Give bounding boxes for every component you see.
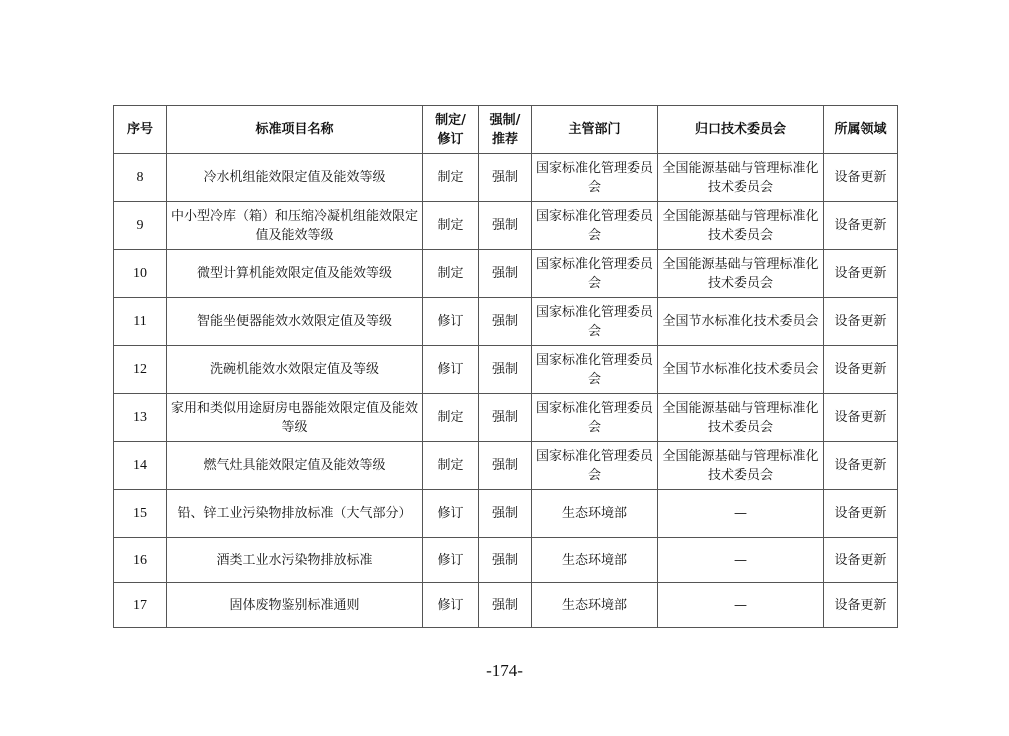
cell-nature: 强制 [479, 298, 532, 346]
header-row [114, 106, 898, 154]
header-type-line2: 修订 [437, 131, 464, 147]
table-row [114, 490, 898, 538]
cell-nature: 强制 [479, 394, 532, 442]
header-type [423, 106, 479, 154]
cell-type: 制定 [423, 154, 479, 202]
cell-no: 17 [114, 583, 167, 628]
cell-nature: 强制 [479, 490, 532, 538]
cell-no: 12 [114, 346, 167, 394]
cell-field: 设备更新 [824, 154, 898, 202]
header-committee: 归口技术委员会 [658, 106, 824, 154]
cell-dept: 国家标准化管理委员会 [532, 442, 658, 490]
cell-field: 设备更新 [824, 394, 898, 442]
cell-committee: 全国能源基础与管理标准化技术委员会 [658, 250, 824, 298]
cell-committee: — [658, 538, 824, 583]
table-row [114, 346, 898, 394]
cell-committee: 全国节水标准化技术委员会 [658, 346, 824, 394]
table-row [114, 202, 898, 250]
header-nature [479, 106, 532, 154]
cell-committee: 全国节水标准化技术委员会 [658, 298, 824, 346]
cell-no: 13 [114, 394, 167, 442]
cell-name: 固体废物鉴别标准通则 [167, 583, 423, 628]
cell-name: 智能坐便器能效水效限定值及等级 [167, 298, 423, 346]
cell-committee: — [658, 583, 824, 628]
cell-committee: 全国能源基础与管理标准化技术委员会 [658, 394, 824, 442]
cell-name: 洗碗机能效水效限定值及等级 [167, 346, 423, 394]
table-row [114, 538, 898, 583]
header-name: 标准项目名称 [167, 106, 423, 154]
cell-field: 设备更新 [824, 583, 898, 628]
cell-type: 制定 [423, 394, 479, 442]
cell-field: 设备更新 [824, 250, 898, 298]
standards-table [113, 105, 898, 628]
cell-dept: 生态环境部 [532, 538, 658, 583]
cell-type: 修订 [423, 538, 479, 583]
table-row [114, 394, 898, 442]
cell-field: 设备更新 [824, 442, 898, 490]
cell-name: 铅、锌工业污染物排放标准（大气部分） [167, 490, 423, 538]
header-type-line1: 制定/ [435, 112, 466, 128]
cell-name: 中小型冷库（箱）和压缩冷凝机组能效限定值及能效等级 [167, 202, 423, 250]
cell-dept: 国家标准化管理委员会 [532, 250, 658, 298]
cell-no: 10 [114, 250, 167, 298]
cell-type: 制定 [423, 442, 479, 490]
cell-nature: 强制 [479, 154, 532, 202]
cell-name: 冷水机组能效限定值及能效等级 [167, 154, 423, 202]
cell-dept: 国家标准化管理委员会 [532, 202, 658, 250]
page-number: -174- [486, 661, 523, 680]
cell-no: 14 [114, 442, 167, 490]
cell-dept: 生态环境部 [532, 490, 658, 538]
cell-no: 16 [114, 538, 167, 583]
cell-field: 设备更新 [824, 346, 898, 394]
cell-nature: 强制 [479, 442, 532, 490]
header-nature-line2: 推荐 [491, 131, 518, 147]
cell-type: 修订 [423, 346, 479, 394]
table-row [114, 583, 898, 628]
cell-no: 15 [114, 490, 167, 538]
cell-nature: 强制 [479, 538, 532, 583]
table-row [114, 298, 898, 346]
cell-name: 燃气灶具能效限定值及能效等级 [167, 442, 423, 490]
cell-name: 微型计算机能效限定值及能效等级 [167, 250, 423, 298]
cell-dept: 生态环境部 [532, 583, 658, 628]
cell-dept: 国家标准化管理委员会 [532, 298, 658, 346]
cell-committee: 全国能源基础与管理标准化技术委员会 [658, 202, 824, 250]
cell-field: 设备更新 [824, 298, 898, 346]
cell-field: 设备更新 [824, 538, 898, 583]
header-nature-line1: 强制/ [489, 112, 521, 128]
cell-committee: — [658, 490, 824, 538]
cell-type: 制定 [423, 202, 479, 250]
cell-dept: 国家标准化管理委员会 [532, 394, 658, 442]
table-row [114, 250, 898, 298]
header-dept: 主管部门 [532, 106, 658, 154]
cell-no: 9 [114, 202, 167, 250]
cell-name: 家用和类似用途厨房电器能效限定值及能效等级 [167, 394, 423, 442]
cell-committee: 全国能源基础与管理标准化技术委员会 [658, 154, 824, 202]
cell-nature: 强制 [479, 346, 532, 394]
cell-type: 修订 [423, 583, 479, 628]
cell-field: 设备更新 [824, 202, 898, 250]
cell-no: 8 [114, 154, 167, 202]
cell-nature: 强制 [479, 250, 532, 298]
header-no: 序号 [114, 106, 167, 154]
table-row [114, 154, 898, 202]
cell-type: 制定 [423, 250, 479, 298]
cell-dept: 国家标准化管理委员会 [532, 154, 658, 202]
cell-committee: 全国能源基础与管理标准化技术委员会 [658, 442, 824, 490]
cell-no: 11 [114, 298, 167, 346]
table-row [114, 442, 898, 490]
cell-field: 设备更新 [824, 490, 898, 538]
cell-dept: 国家标准化管理委员会 [532, 346, 658, 394]
cell-type: 修订 [423, 298, 479, 346]
cell-nature: 强制 [479, 202, 532, 250]
cell-name: 酒类工业水污染物排放标准 [167, 538, 423, 583]
cell-type: 修订 [423, 490, 479, 538]
cell-nature: 强制 [479, 583, 532, 628]
header-field: 所属领域 [824, 106, 898, 154]
